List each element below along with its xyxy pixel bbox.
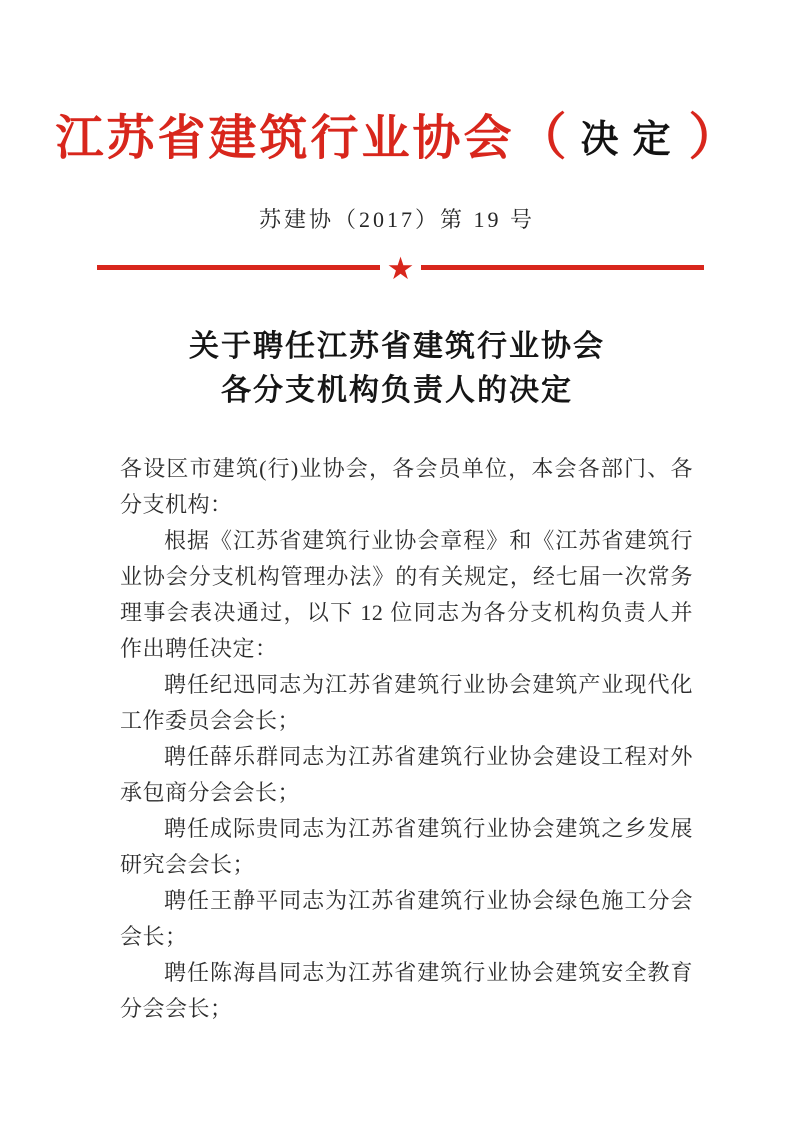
doc-title-line-2: 各分支机构负责人的决定 — [221, 374, 573, 407]
document-body — [120, 451, 693, 1027]
paragraph-appointment-4: 聘任王静平同志为江苏省建筑行业协会绿色施工分会会长； — [120, 888, 693, 949]
paragraph-basis: 根据《江苏省建筑行业协会章程》和《江苏省建筑行业协会分支机构管理办法》的有关规定，经七届一次常务理事会表决通过，以下 12 位同志为各分支机构负责人并作出聘任决定： — [120, 528, 693, 661]
doc-title-line-1: 关于聘任江苏省建筑行业协会 — [189, 330, 605, 363]
divider-rule-left — [97, 265, 380, 270]
doc-title — [0, 325, 794, 413]
org-name: 江苏省建筑行业协会 — [55, 112, 515, 165]
paragraph-appointment-3: 聘任成际贵同志为江苏省建筑行业协会建筑之乡发展研究会会长； — [120, 816, 693, 877]
doc-type-label: 决定 — [580, 119, 685, 161]
doc-number: 苏建协（2017）第 19 号 — [258, 207, 535, 232]
paragraph-appointment-5: 聘任陈海昌同志为江苏省建筑行业协会建筑安全教育分会会长； — [120, 960, 693, 1021]
paragraph-appointment-1: 聘任纪迅同志为江苏省建筑行业协会建筑产业现代化工作委员会会长； — [120, 672, 693, 733]
red-divider — [97, 250, 704, 287]
org-header — [0, 106, 794, 181]
paragraph-appointment-2: 聘任薛乐群同志为江苏省建筑行业协会建设工程对外承包商分会会长； — [120, 744, 693, 805]
star-icon: ★ — [386, 250, 415, 287]
divider-rule-right — [421, 265, 704, 270]
header-paren-open-icon: （ — [516, 109, 567, 165]
header-paren-close-icon: ） — [688, 109, 739, 165]
paragraph-salutation: 各设区市建筑(行)业协会，各会员单位，本会各部门、各分支机构： — [120, 456, 693, 517]
